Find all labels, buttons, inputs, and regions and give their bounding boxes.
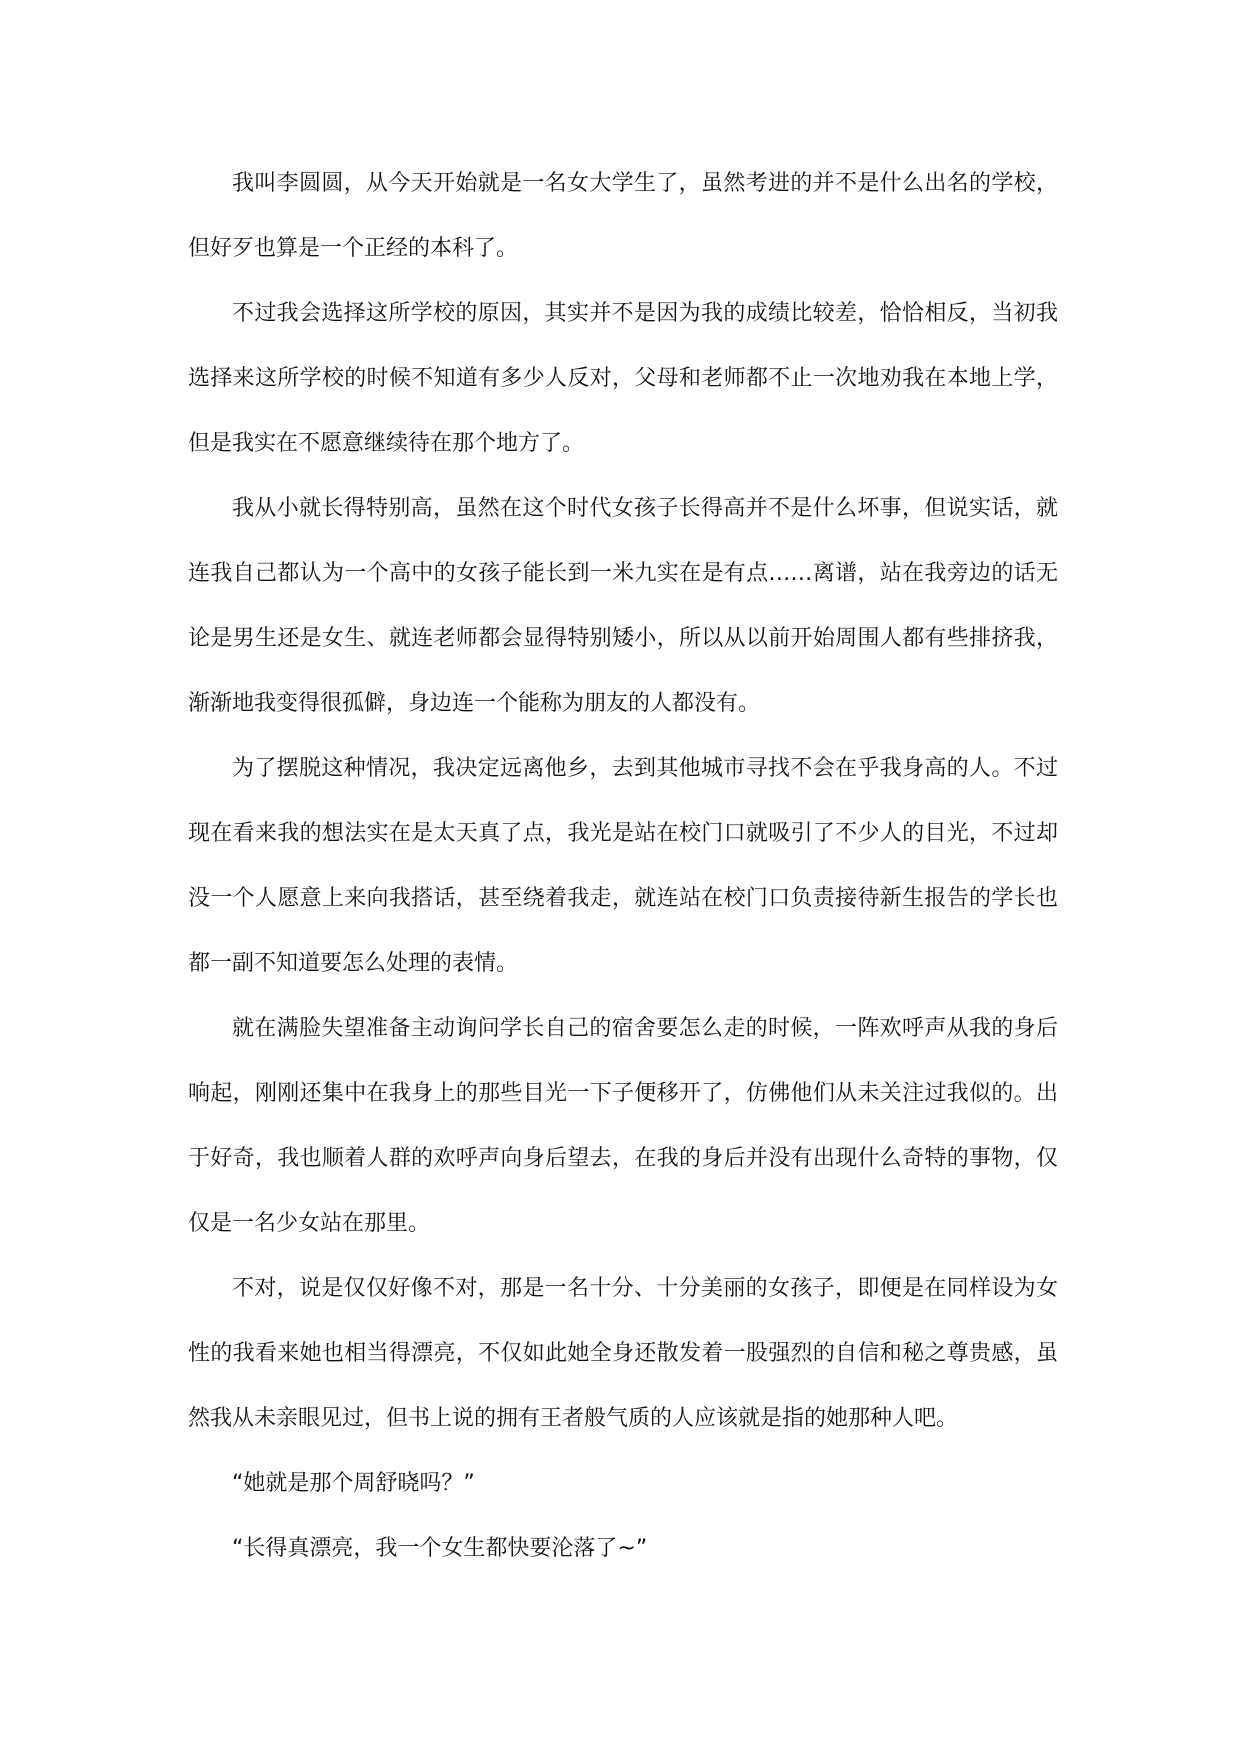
paragraph-4: 为了摆脱这种情况，我决定远离他乡，去到其他城市寻找不会在乎我身高的人。不过现在看来我的想法实在是太天真了点，我光是站在校门口就吸引了不少人的目光，不过却没一个人愿意上来向我搭话，甚至绕着我走，就连站在校门口负责接待新生报告的学长也都一副不知道要怎么处理的表情。 [188, 756, 1058, 976]
document-page [188, 151, 1058, 1581]
paragraph-5: 就在满脸失望准备主动询问学长自己的宿舍要怎么走的时候，一阵欢呼声从我的身后响起，刚刚还集中在我身上的那些目光一下子便移开了，仿佛他们从未关注过我似的。出于好奇，我也顺着人群的欢呼声向身后望去，在我的身后并没有出现什么奇特的事物，仅仅是一名少女站在那里。 [188, 1016, 1058, 1236]
dialogue-line-2: “长得真漂亮，我一个女生都快要沦落了~” [232, 1536, 648, 1561]
paragraph-3: 我从小就长得特别高，虽然在这个时代女孩子长得高并不是什么坏事，但说实话，就连我自己都认为一个高中的女孩子能长到一米九实在是有点……离谱，站在我旁边的话无论是男生还是女生、就连老师都会显得特别矮小，所以从以前开始周围人都有些排挤我，渐渐地我变得很孤僻，身边连一个能称为朋友的人都没有。 [188, 496, 1058, 716]
paragraph-1: 我叫李圆圆，从今天开始就是一名女大学生了，虽然考进的并不是什么出名的学校，但好歹也算是一个正经的本科了。 [188, 171, 1058, 261]
paragraph-2: 不过我会选择这所学校的原因，其实并不是因为我的成绩比较差，恰恰相反，当初我选择来这所学校的时候不知道有多少人反对，父母和老师都不止一次地劝我在本地上学，但是我实在不愿意继续待在那个地方了。 [188, 301, 1058, 456]
paragraph-6: 不对，说是仅仅好像不对，那是一名十分、十分美丽的女孩子，即便是在同样设为女性的我看来她也相当得漂亮，不仅如此她全身还散发着一股强烈的自信和秘之尊贵感，虽然我从未亲眼见过，但书上说的拥有王者般气质的人应该就是指的她那种人吧。 [188, 1276, 1058, 1431]
dialogue-line-1: “她就是那个周舒晓吗？” [232, 1471, 475, 1496]
